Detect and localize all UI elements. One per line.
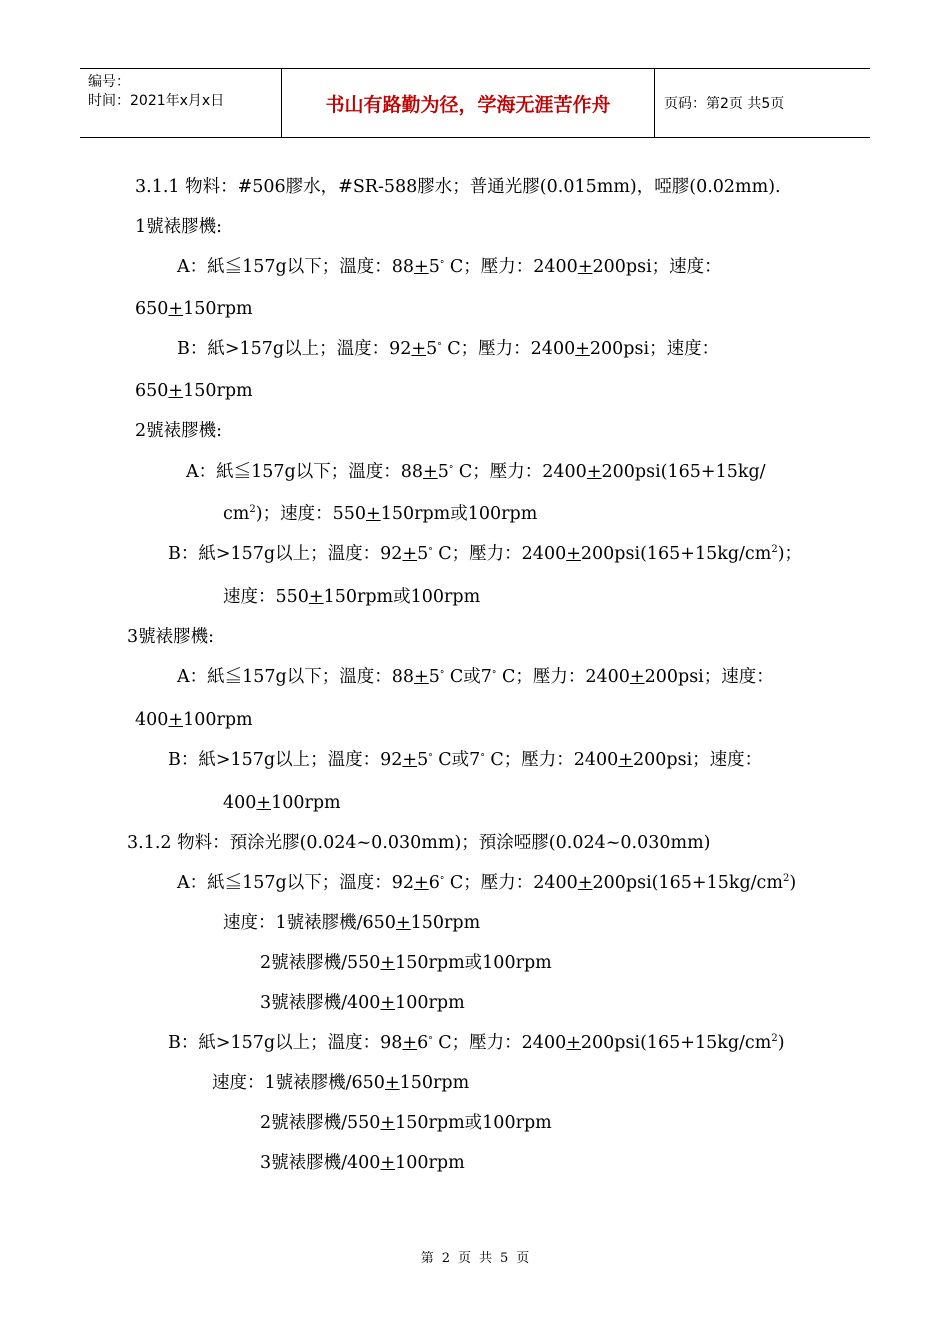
machine-2-title: 2號裱膠機: bbox=[135, 421, 223, 441]
section-3-1-2-a-speed-3: 3號裱膠機/400+100rpm bbox=[260, 993, 465, 1013]
machine-1-spec-a-speed: 650+150rpm bbox=[135, 299, 253, 319]
machine-3-spec-b: B：紙>157g以上；溫度：92+5° C或7° C；壓力：2400+200psi；速度： bbox=[168, 750, 763, 770]
footer-total-pages: 5 bbox=[500, 1251, 509, 1266]
machine-1-spec-a: A：紙≦157g以下；溫度：88+5° C；壓力：2400+200psi；速度： bbox=[177, 257, 722, 277]
header-divider bbox=[654, 69, 655, 137]
header-motto: 书山有路勤为径，学海无涯苦作舟 bbox=[325, 93, 611, 116]
machine-3-spec-b-speed: 400+100rpm bbox=[223, 793, 341, 813]
section-3-1-2-b-speed-2: 2號裱膠機/550+150rpm或100rpm bbox=[260, 1113, 552, 1133]
section-3-1-2-title: 3.1.2 物料：預涂光膠(0.024~0.030mm)；預涂啞膠(0.024~0.030mm) bbox=[127, 833, 711, 853]
machine-3-title: 3號裱膠機: bbox=[127, 627, 215, 647]
page-footer: 第 2 页 共 5 页 bbox=[420, 1251, 530, 1266]
machine-2-spec-b-speed: 速度：550+150rpm或100rpm bbox=[223, 587, 481, 607]
header-meta bbox=[88, 73, 224, 111]
machine-1-title: 1號裱膠機: bbox=[135, 217, 223, 237]
machine-3-spec-a-speed: 400+100rpm bbox=[135, 710, 253, 730]
page-header bbox=[80, 68, 870, 138]
machine-2-spec-a: A：紙≦157g以下；溫度：88+5° C；壓力：2400+200psi(165+15kg/ bbox=[186, 462, 766, 482]
section-3-1-2-spec-a: A：紙≦157g以下；溫度：92+6° C；壓力：$2400+200psi(165+15kg/cm^2)$ bbox=[177, 873, 797, 893]
date-label: 时间：2021年x月x日 bbox=[88, 93, 225, 109]
section-3-1-2-b-speed-1: 速度：1號裱膠機/650+150rpm bbox=[212, 1073, 470, 1093]
section-3-1-2-spec-b: B：紙>157g以上；溫度：98+6° C；壓力：$2400+200psi(165+15kg/cm^2)$ bbox=[168, 1033, 785, 1053]
section-3-1-2-a-speed-1: 速度：1號裱膠機/650+150rpm bbox=[223, 913, 481, 933]
machine-2-spec-b: B：紙>157g以上；溫度：92+5° C；壓力：$2400+200psi(165+15kg/cm^2)$； bbox=[168, 544, 803, 564]
machine-1-spec-b-speed: 650+150rpm bbox=[135, 381, 253, 401]
doc-number-label: 编号： bbox=[88, 74, 130, 90]
machine-2-spec-a-speed: $cm^2$)；速度：550+150rpm或100rpm bbox=[223, 504, 538, 524]
section-3-1-1-title: 3.1.1 物料：#506膠水，#SR-588膠水；普通光膠(0.015mm)，啞膠(0.02mm). bbox=[135, 177, 781, 197]
header-page-label: 页码：第2页 共5页 bbox=[664, 96, 785, 112]
machine-3-spec-a: A：紙≦157g以下；溫度：88+5° C或7° C；壓力：2400+200psi；速度： bbox=[177, 667, 774, 687]
section-3-1-2-a-speed-2: 2號裱膠機/550+150rpm或100rpm bbox=[260, 953, 552, 973]
machine-1-spec-b: B：紙>157g以上；溫度：92+5° C；壓力：2400+200psi；速度： bbox=[177, 339, 720, 359]
footer-page-number: 2 bbox=[441, 1251, 450, 1266]
section-3-1-2-b-speed-3: 3號裱膠機/400+100rpm bbox=[260, 1153, 465, 1173]
